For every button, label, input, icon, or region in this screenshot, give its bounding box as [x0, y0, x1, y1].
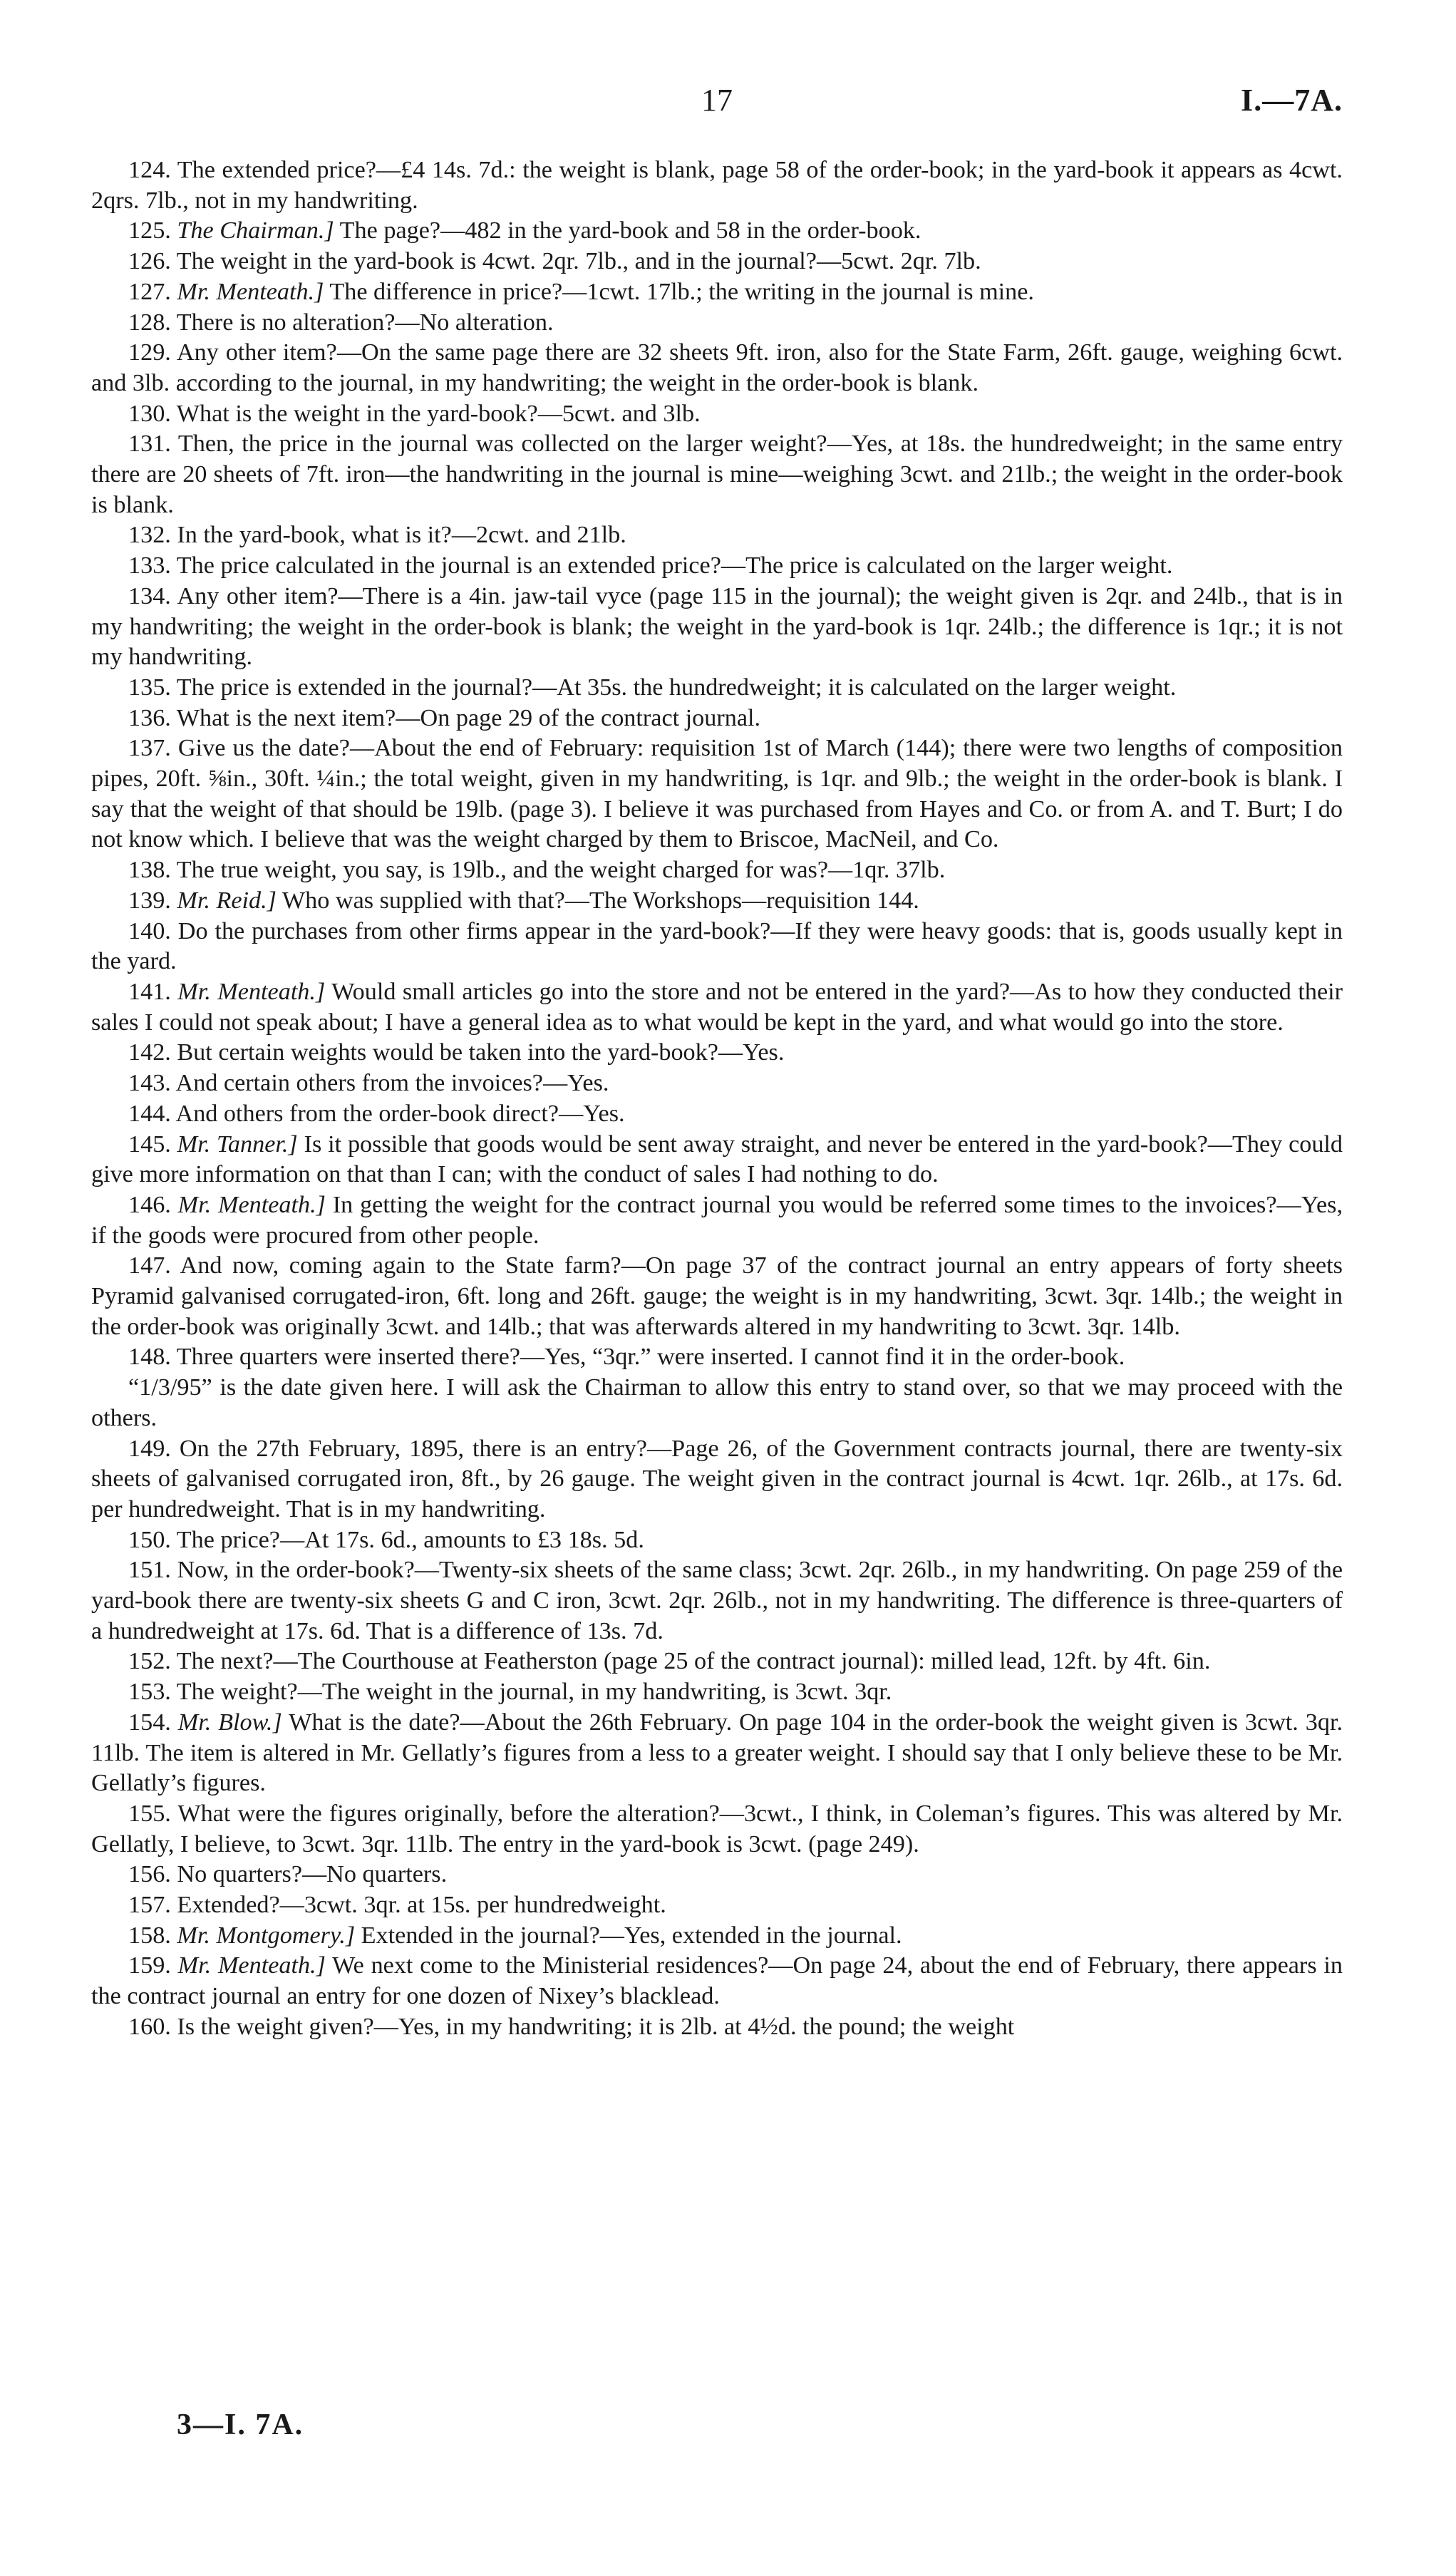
paragraph-text: The price?—At 17s. 6d., amounts to £3 18s. 5d.	[176, 1526, 644, 1553]
question-paragraph	[91, 1647, 1343, 1677]
question-number: 134.	[128, 582, 171, 609]
evidence-body	[91, 155, 1343, 2043]
paragraph-text: The price is extended in the journal?—At 35s. the hundredweight; it is calculated on the larger weight.	[176, 674, 1177, 701]
paragraph-text: There is no alteration?—No alteration.	[176, 309, 554, 336]
question-paragraph	[91, 733, 1343, 855]
question-paragraph	[91, 155, 1343, 216]
question-number: 133.	[128, 552, 171, 579]
paragraph-text: Extended in the journal?—Yes, extended in the journal.	[361, 1922, 902, 1949]
paragraph-text: “1/3/95” is the date given here. I will ask the Chairman to allow this entry to stand over, so that we may proceed with the others.	[91, 1374, 1343, 1431]
paragraph-text: In the yard-book, what is it?—2cwt. and 21lb.	[177, 522, 626, 549]
question-number: 142.	[128, 1039, 171, 1066]
paragraph-text: Would small articles go into the store and not be entered in the yard?—As to how they conducted their sales I could not speak about; I have a general idea as to what would be kept in the yard, and what would go into the store.	[91, 978, 1343, 1036]
paragraph-text: The price calculated in the journal is an extended price?—The price is calculated on the larger weight.	[176, 552, 1173, 579]
question-paragraph	[91, 1860, 1343, 1890]
paragraph-text: The extended price?—£4 14s. 7d.: the weight is blank, page 58 of the order-book; in the yard-book it appears as 4cwt. 2qrs. 7lb., not in my handwriting.	[91, 157, 1343, 214]
question-paragraph	[91, 1951, 1343, 2011]
question-number: 139.	[128, 887, 171, 914]
paragraph-text: Extended?—3cwt. 3qr. at 15s. per hundredweight.	[177, 1892, 666, 1919]
question-number: 157.	[128, 1892, 171, 1919]
question-number: 145.	[128, 1130, 171, 1158]
paragraph-text: The next?—The Courthouse at Featherston (page 25 of the contract journal): milled lead, 12ft. by 4ft. 6in.	[176, 1648, 1211, 1675]
paragraph-text: Any other item?—There is a 4in. jaw-tail vyce (page 115 in the journal); the weight given is 2qr. and 24lb., that is in my handwriting; the weight in the order-book is blank; the weight in the yard-book is 1qr. 24lb.; the difference is 1qr.; it is not my handwriting.	[91, 582, 1343, 671]
question-number: 149.	[128, 1435, 171, 1462]
paragraph-text: No quarters?—No quarters.	[177, 1861, 448, 1888]
question-paragraph	[91, 338, 1343, 398]
question-paragraph	[91, 1677, 1343, 1708]
paragraph-text: What is the date?—About the 26th February. On page 104 in the order-book the weight given is 3cwt. 3qr. 11lb. The item is altered in Mr. Gellatly’s figures from a less to a greater weight. I should say that I only believe these to be Mr. Gellatly’s figures.	[91, 1709, 1343, 1797]
paragraph-text: Any other item?—On the same page there are 32 sheets 9ft. iron, also for the State Farm, 26ft. gauge, weighing 6cwt. and 3lb. according to the journal, in my handwriting; the weight in the order-book is blank.	[91, 339, 1343, 396]
question-paragraph	[91, 308, 1343, 339]
question-number: 136.	[128, 704, 171, 731]
question-number: 130.	[128, 400, 171, 427]
question-paragraph	[91, 1373, 1343, 1433]
page-header	[91, 82, 1343, 132]
question-paragraph	[91, 1525, 1343, 1556]
question-number: 148.	[128, 1344, 171, 1371]
speaker-name: The Chairman.]	[177, 217, 334, 244]
paragraph-text: Who was supplied with that?—The Workshops—requisition 144.	[282, 887, 919, 914]
question-number: 141.	[128, 978, 171, 1005]
question-paragraph	[91, 1099, 1343, 1130]
question-number: 160.	[128, 2013, 171, 2040]
speaker-name: Mr. Menteath.]	[177, 978, 326, 1005]
question-number: 126.	[128, 248, 171, 275]
paragraph-text: We next come to the Ministerial residences?—On page 24, about the end of February, there appears in the contract journal an entry for one dozen of Nixey’s blacklead.	[91, 1952, 1343, 2010]
paragraph-text: The true weight, you say, is 19lb., and the weight charged for was?—1qr. 37lb.	[176, 857, 946, 884]
paragraph-text: The page?—482 in the yard-book and 58 in the order-book.	[339, 217, 921, 244]
paragraph-text: And certain others from the invoices?—Yes.	[175, 1070, 609, 1097]
question-paragraph	[91, 1708, 1343, 1799]
question-paragraph	[91, 1190, 1343, 1251]
question-paragraph	[91, 247, 1343, 277]
question-number: 125.	[128, 217, 171, 244]
paragraph-text: Now, in the order-book?—Twenty-six sheets of the same class; 3cwt. 2qr. 26lb., in my handwriting. On page 259 of the yard-book there are twenty-six sheets G and C iron, 3cwt. 2qr. 26lb., not in my handwriting. The difference is three-quarters of a hundredweight at 17s. 6d. That is a difference of 13s. 7d.	[91, 1557, 1343, 1644]
question-number: 154.	[128, 1709, 171, 1736]
paragraph-text: Is it possible that goods would be sent away straight, and never be entered in the yard-book?—They could give more information on that than I can; with the conduct of sales I had nothing to do.	[91, 1130, 1343, 1188]
paragraph-text: And others from the order-book direct?—Yes.	[175, 1100, 625, 1127]
question-paragraph	[91, 1921, 1343, 1952]
question-number: 131.	[128, 431, 171, 458]
question-paragraph	[91, 977, 1343, 1038]
question-paragraph	[91, 399, 1343, 430]
question-number: 129.	[128, 339, 171, 366]
question-paragraph	[91, 886, 1343, 917]
speaker-name: Mr. Menteath.]	[177, 1191, 326, 1218]
question-number: 132.	[128, 522, 171, 549]
question-number: 159.	[128, 1952, 171, 1979]
question-paragraph	[91, 551, 1343, 582]
paragraph-text: The weight in the yard-book is 4cwt. 2qr. 7lb., and in the journal?—5cwt. 2qr. 7lb.	[176, 248, 981, 275]
question-paragraph	[91, 520, 1343, 551]
paragraph-text: What were the figures originally, before the alteration?—3cwt., I think, in Coleman’s figures. This was altered by Mr. Gellatly, I believe, to 3cwt. 3qr. 11lb. The entry in the yard-book is 3cwt. (page 249).	[91, 1800, 1343, 1858]
signature-mark: 3—I. 7A.	[177, 2408, 304, 2441]
question-paragraph	[91, 1890, 1343, 1921]
question-paragraph	[91, 2012, 1343, 2043]
paragraph-text: Three quarters were inserted there?—Yes, “3qr.” were inserted. I cannot find it in the order-book.	[176, 1344, 1125, 1371]
speaker-name: Mr. Menteath.]	[177, 278, 324, 305]
paragraph-text: Give us the date?—About the end of February: requisition 1st of March (144); there were two lengths of composition pipes, 20ft. ⅝in., 30ft. ¼in.; the total weight, given in my handwriting, is 1qr. and 9lb.; the weight in the order-book is blank. I say that the weight of that should be 19lb. (page 3). I believe it was purchased from Hayes and Co. or from A. and T. Burt; I do not know which. I believe that was the weight charged by them to Briscoe, MacNeil, and Co.	[91, 735, 1343, 853]
question-number: 135.	[128, 674, 171, 701]
speaker-name: Mr. Reid.]	[177, 887, 277, 914]
question-paragraph	[91, 704, 1343, 734]
question-paragraph	[91, 1434, 1343, 1525]
question-number: 138.	[128, 857, 171, 884]
question-paragraph	[91, 673, 1343, 704]
paragraph-text: In getting the weight for the contract journal you would be referred some times to the invoices?—Yes, if the goods were procured from other people.	[91, 1191, 1343, 1249]
question-number: 140.	[128, 917, 171, 944]
question-number: 137.	[128, 735, 171, 762]
paragraph-text: Then, the price in the journal was collected on the larger weight?—Yes, at 18s. the hundredweight; in the same entry there are 20 sheets of 7ft. iron—the handwriting in the journal is mine—weighing 3cwt. and 21lb.; the weight in the order-book is blank.	[91, 431, 1343, 518]
question-number: 158.	[128, 1922, 171, 1949]
question-number: 146.	[128, 1191, 171, 1218]
speaker-name: Mr. Menteath.]	[177, 1952, 326, 1979]
question-paragraph	[91, 582, 1343, 673]
question-paragraph	[91, 1799, 1343, 1860]
question-number: 143.	[128, 1070, 171, 1097]
question-paragraph	[91, 1068, 1343, 1099]
question-number: 155.	[128, 1800, 171, 1827]
question-paragraph	[91, 1555, 1343, 1647]
paragraph-text: What is the next item?—On page 29 of the contract journal.	[176, 704, 761, 731]
question-paragraph	[91, 1130, 1343, 1190]
question-number: 124.	[128, 157, 171, 183]
question-paragraph	[91, 917, 1343, 977]
question-number: 144.	[128, 1100, 171, 1127]
paragraph-text: The difference in price?—1cwt. 17lb.; the writing in the journal is mine.	[329, 278, 1034, 305]
question-number: 147.	[128, 1252, 171, 1279]
question-paragraph	[91, 1342, 1343, 1373]
paragraph-text: Is the weight given?—Yes, in my handwriting; it is 2lb. at 4½d. the pound; the weight	[177, 2013, 1015, 2040]
paragraph-text: But certain weights would be taken into the yard-book?—Yes.	[177, 1039, 785, 1066]
paper-reference: I.—7A.	[1241, 83, 1343, 118]
question-number: 151.	[128, 1557, 171, 1584]
question-paragraph	[91, 277, 1343, 308]
question-paragraph	[91, 1251, 1343, 1342]
speaker-name: Mr. Blow.]	[177, 1709, 282, 1736]
question-number: 128.	[128, 309, 171, 336]
question-paragraph	[91, 1038, 1343, 1068]
question-paragraph	[91, 429, 1343, 520]
speaker-name: Mr. Montgomery.]	[177, 1922, 356, 1949]
paragraph-text: On the 27th February, 1895, there is an entry?—Page 26, of the Government contracts journal, there are twenty-six sheets of galvanised corrugated iron, 8ft., by 26 gauge. The weight given in the contract journal is 4cwt. 1qr. 26lb., at 17s. 6d. per hundredweight. That is in my handwriting.	[91, 1435, 1343, 1523]
paragraph-text: The weight?—The weight in the journal, in my handwriting, is 3cwt. 3qr.	[176, 1679, 892, 1706]
speaker-name: Mr. Tanner.]	[177, 1130, 298, 1158]
question-number: 127.	[128, 278, 171, 305]
question-paragraph	[91, 216, 1343, 247]
question-paragraph	[91, 855, 1343, 886]
question-number: 156.	[128, 1861, 171, 1888]
question-number: 152.	[128, 1648, 171, 1675]
paragraph-text: And now, coming again to the State farm?—On page 37 of the contract journal an entry appears of forty sheets Pyramid galvanised corrugated-iron, 6ft. long and 26ft. gauge; the weight is in my handwriting, 3cwt. 3qr. 14lb.; the weight in the order-book was originally 3cwt. and 14lb.; that was afterwards altered in my handwriting to 3cwt. 3qr. 14lb.	[91, 1252, 1343, 1340]
question-number: 150.	[128, 1526, 171, 1553]
question-number: 153.	[128, 1679, 171, 1706]
page-number: 17	[701, 83, 733, 118]
paragraph-text: Do the purchases from other firms appear in the yard-book?—If they were heavy goods: that is, goods usually kept in the yard.	[91, 917, 1343, 975]
paragraph-text: What is the weight in the yard-book?—5cwt. and 3lb.	[176, 400, 701, 427]
